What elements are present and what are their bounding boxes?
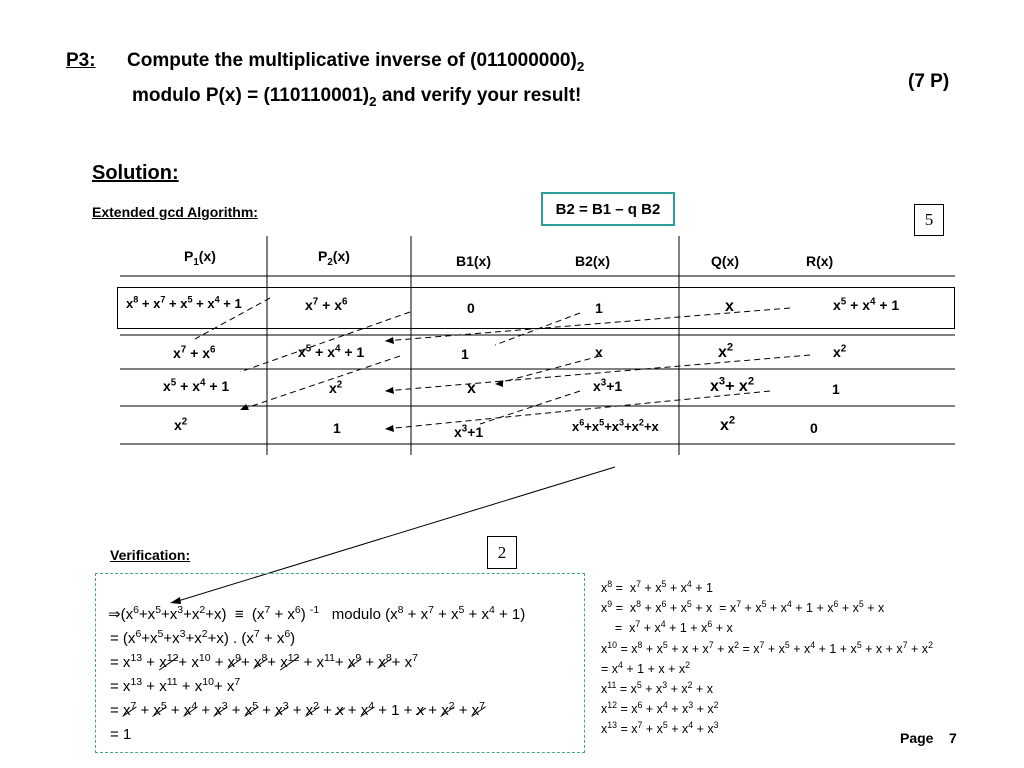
table-cell: 1: [461, 346, 469, 362]
table-cell: $x^5 + x^4 + 1$: [163, 377, 230, 394]
table-cell: x: [467, 380, 476, 397]
formula-box: B2 = B1 – q B2: [541, 192, 675, 226]
reduction-line: $x^{10} = x^8 + x^5 + x + x^7 + x^2 = x^7 + x^5 + x^4 + 1 + x^5 + x + x^7 + x^2$: [601, 639, 933, 656]
page-label: Page: [900, 730, 934, 746]
table-cell: 1: [333, 420, 341, 436]
reduction-line: $x^9 = x^8 + x^6 + x^5 + x = x^7 + x^5 + x^4 + 1 + x^6 + x^5 + x$: [601, 599, 885, 616]
table-cell: 0: [467, 300, 475, 316]
points-label: (7 P): [908, 71, 950, 92]
header-q: Q(x): [711, 253, 739, 269]
header-r: R(x): [806, 253, 834, 269]
problem-label: P3:: [66, 50, 96, 71]
header-p2: $P_2(x)$: [318, 248, 350, 268]
table-cell: $x^7 + x^6$: [305, 296, 348, 313]
page-number: 7: [949, 730, 957, 746]
table-cell: $x^3+1$: [454, 423, 484, 440]
problem-line-2-b: (110110001): [263, 85, 370, 106]
header-b1: B1(x): [456, 253, 492, 269]
step-number-box: 5: [914, 204, 944, 236]
table-cell: 1: [832, 381, 840, 397]
reduction-line: $x^{13} = x^7 + x^5 + x^4 + x^3$: [601, 720, 719, 737]
table-cell: $x^2$: [833, 343, 847, 360]
first-row-highlight: [117, 287, 955, 329]
table-cell: $x^5 + x^4 + 1$: [833, 296, 900, 313]
solution-heading: Solution:: [92, 162, 179, 184]
table-cell: $x^2$: [174, 416, 188, 433]
table-cell: $x^8 + x^7 + x^5 + x^4 + 1$: [126, 294, 242, 311]
reduction-line: $x^{11} = x^5 + x^3 + x^2 + x$: [601, 679, 713, 697]
verification-line-6: = 1: [110, 726, 132, 743]
reduction-list: [601, 578, 933, 740]
verification-line-2: = $(x^6+x^5+x^3+x^2+x)$ . $(x^7 + x^6)$: [110, 628, 296, 647]
table-cell: $x^6+x^5+x^3+x^2+x$: [572, 417, 659, 434]
verification-line-1: $\Rightarrow(x^6+x^5+x^3+x^2+x) \equiv (x^7 + x^6)$ $^{-1}$ modulo $(x^8 + x^7 + x^5 + x^4 + 1)$: [108, 604, 526, 623]
problem-line-2-eq: =: [247, 85, 259, 106]
algorithm-heading: Extended gcd Algorithm:: [92, 204, 258, 220]
header-b2: B2(x): [575, 253, 611, 269]
reduction-line: $x^{12} = x^6 + x^4 + x^3 + x^2$: [601, 700, 719, 717]
reduction-line: = $x^4 + 1 + x + x^2$: [601, 659, 690, 676]
problem-line-1-sub: 2: [576, 58, 585, 74]
problem-line-2-a: modulo P(x): [132, 85, 242, 106]
verification-line-5: = $x^7 + x^5 + x^4 + x^3 + x^5 + x^3 + x^2 + x + x^4 + 1 + x + x^2 + x^7$: [110, 700, 486, 719]
table-cell: 1: [595, 300, 603, 316]
verification-line-4: = $x^{13} + x^{11} + x^{10}+ x^7$: [110, 676, 241, 695]
table-cell: $x^3+ x^2$: [710, 375, 755, 395]
problem-line-2-sub: 2: [369, 93, 377, 109]
table-cell: $x^2$: [329, 379, 343, 396]
table-cell: 0: [810, 420, 818, 436]
step-number-box-2: 2: [487, 536, 517, 569]
table-cell: x: [595, 344, 603, 360]
table-cell: $x^7 + x^6$: [173, 344, 216, 361]
reduction-line: $x^8 = x^7 + x^5 + x^4 + 1$: [601, 578, 713, 595]
table-cell: $x^2$: [718, 341, 734, 361]
verification-heading: Verification:: [110, 547, 191, 563]
table-cell: $x^3+1$: [593, 377, 623, 394]
verification-line-3: = $x^{13} + x^{12}+ x^{10} + x^9+ x^8+ x^{12} + x^{11}+ x^9 + x^8+ x^7$: [110, 652, 418, 671]
problem-line-2-c: and verify your result!: [381, 85, 582, 106]
problem-line-1-text: Compute the multiplicative inverse of (011000000): [127, 50, 577, 71]
table-cell: x: [725, 298, 734, 315]
reduction-line: = $x^7 + x^4 + 1 + x^6 + x$: [601, 619, 733, 636]
header-p1: $P_1(x)$: [184, 248, 216, 268]
table-cell: $x^5 + x^4 + 1$: [298, 343, 365, 360]
table-cell: $x^2$: [720, 414, 736, 434]
